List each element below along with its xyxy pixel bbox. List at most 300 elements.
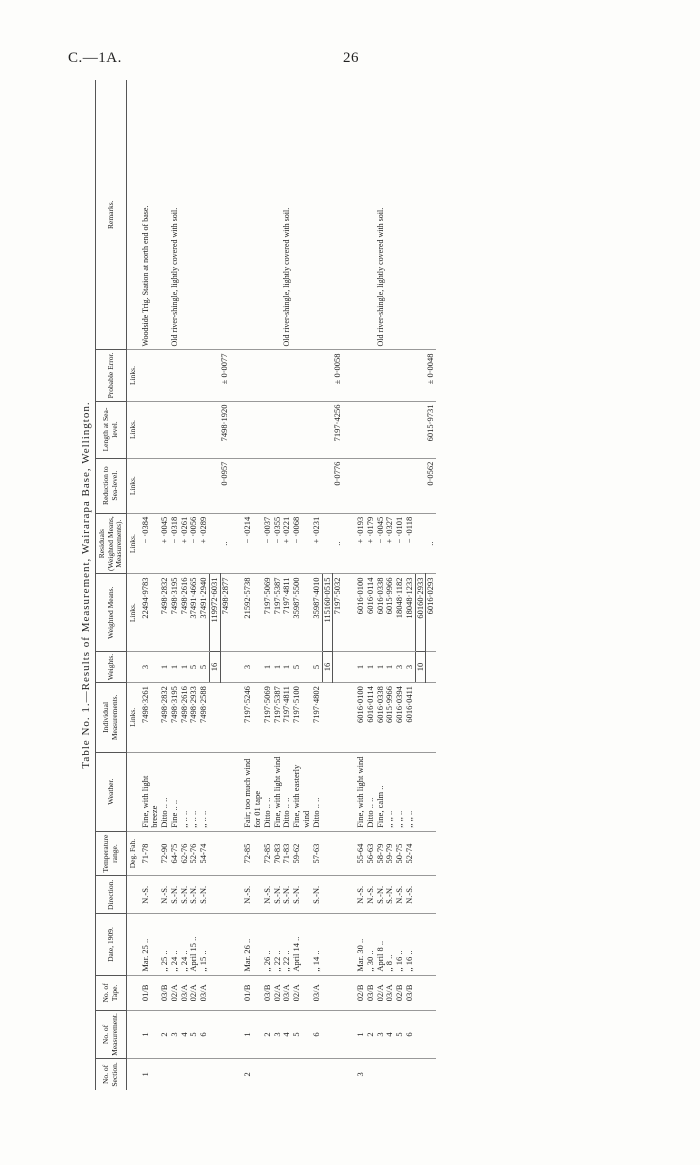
residual-cell: + ·0327 bbox=[385, 513, 395, 574]
tape-number: 02/A bbox=[273, 975, 283, 1011]
reduction-cell bbox=[312, 458, 322, 513]
individual-measurement: 7498·2933 bbox=[189, 683, 199, 752]
table-row bbox=[199, 80, 209, 1090]
length-cell bbox=[240, 401, 263, 458]
table-cell bbox=[333, 876, 343, 914]
weather-cell: Fine, with easterly wind bbox=[292, 752, 312, 831]
weight-cell: 1 bbox=[263, 651, 273, 682]
column-header: Weighted Means. bbox=[96, 574, 127, 651]
column-header: No. of Measurement. bbox=[96, 1011, 127, 1059]
reduction-cell bbox=[405, 458, 415, 513]
probable-error-cell bbox=[138, 350, 161, 401]
individual-measurement: 7197·4802 bbox=[312, 683, 322, 752]
measurement-number: 5 bbox=[189, 1011, 199, 1059]
table-cell bbox=[322, 752, 333, 831]
table-cell bbox=[333, 975, 343, 1011]
measurement-number: 3 bbox=[273, 1011, 283, 1059]
reduction-to-sea-level: 0·0776 bbox=[333, 458, 343, 513]
residual-cell: − ·0056 bbox=[189, 513, 199, 574]
reduction-to-sea-level: 0·0957 bbox=[220, 458, 230, 513]
date-cell: ,, 22 .. bbox=[282, 914, 292, 975]
unit-label bbox=[126, 876, 137, 914]
direction-cell: S.-N. bbox=[312, 876, 322, 914]
measurement-number: 2 bbox=[160, 1011, 170, 1059]
column-header: Reduction to Sea-level. bbox=[96, 458, 127, 513]
table-cell bbox=[343, 975, 353, 1011]
mean-residual: .. bbox=[220, 513, 230, 574]
weather-cell: ,, ,, .. bbox=[395, 752, 405, 831]
length-cell bbox=[312, 401, 322, 458]
column-header: Length at Sea-level. bbox=[96, 401, 127, 458]
individual-measurement: 7197·5100 bbox=[292, 683, 312, 752]
probable-error-cell bbox=[189, 350, 199, 401]
table-cell bbox=[343, 651, 353, 682]
length-at-sea-level: 7498·1920 bbox=[220, 401, 230, 458]
weather-cell: ,, ,, .. bbox=[405, 752, 415, 831]
probable-error-cell bbox=[282, 350, 292, 401]
table-cell bbox=[343, 80, 353, 350]
measurement-number: 4 bbox=[282, 1011, 292, 1059]
weighted-mean: 6016·0338 bbox=[376, 574, 386, 651]
table-cell bbox=[322, 1058, 333, 1090]
table-cell bbox=[230, 651, 240, 682]
unit-label bbox=[126, 1058, 137, 1090]
section-mean: 7197·5032 bbox=[333, 574, 343, 651]
measurement-number: 6 bbox=[199, 1011, 209, 1059]
table-cell bbox=[209, 831, 220, 875]
individual-measurement: 6016·0411 bbox=[405, 683, 415, 752]
unit-label: Links. bbox=[126, 350, 137, 401]
weather-cell: ,, .. .. bbox=[180, 752, 190, 831]
residual-cell: − ·0355 bbox=[273, 513, 283, 574]
individual-measurement: 7197·5387 bbox=[273, 683, 283, 752]
reduction-cell bbox=[180, 458, 190, 513]
probable-error-cell bbox=[273, 350, 283, 401]
reduction-cell bbox=[395, 458, 405, 513]
section-number: 2 bbox=[242, 1072, 253, 1077]
weighted-mean: 35987·5500 bbox=[292, 574, 312, 651]
section-number: 1 bbox=[139, 1072, 150, 1077]
unit-label: Links. bbox=[126, 683, 137, 752]
weighted-mean: 18048·1233 bbox=[405, 574, 415, 651]
section-gap bbox=[343, 80, 353, 1090]
table-cell bbox=[209, 80, 220, 350]
direction-cell: N.-S. bbox=[405, 876, 415, 914]
table-cell bbox=[220, 683, 230, 752]
table-cell bbox=[220, 752, 230, 831]
weighted-mean: 7498·2616 bbox=[180, 574, 190, 651]
unit-label bbox=[126, 752, 137, 831]
section-number bbox=[199, 1058, 209, 1090]
unit-label bbox=[126, 651, 137, 682]
measurement-number: 4 bbox=[385, 1011, 395, 1059]
weight-cell: 1 bbox=[180, 651, 190, 682]
tape-number: 03/A bbox=[180, 975, 190, 1011]
table-row bbox=[138, 80, 161, 1090]
date-cell: ,, 16 .. bbox=[395, 914, 405, 975]
weighted-mean: 18048·1182 bbox=[395, 574, 405, 651]
table-cell bbox=[220, 975, 230, 1011]
total-weighted-mean: 115160·0515 bbox=[322, 574, 333, 651]
mean-residual: .. bbox=[426, 513, 436, 574]
table-cell bbox=[343, 914, 353, 975]
table-title: Table No. 1.—Results of Measurement, Wairarapa Base, Wellington. bbox=[80, 401, 92, 769]
date-cell: ,, 16 .. bbox=[405, 914, 415, 975]
tape-number: 03/A bbox=[385, 975, 395, 1011]
section-total-row bbox=[209, 80, 220, 1090]
total-weight: 16 bbox=[209, 651, 220, 682]
table-cell bbox=[426, 1058, 436, 1090]
table-cell bbox=[343, 574, 353, 651]
reduction-cell bbox=[199, 458, 209, 513]
date-cell: April 15 .. bbox=[189, 914, 199, 975]
weight-cell: 3 bbox=[395, 651, 405, 682]
residual-cell: − ·0118 bbox=[405, 513, 415, 574]
remarks-cell: Woodside Trig. Station at north end of base. bbox=[138, 80, 161, 350]
direction-cell: S.-N. bbox=[180, 876, 190, 914]
mean-residual: .. bbox=[333, 513, 343, 574]
direction-cell: N.-S. bbox=[366, 876, 376, 914]
table-cell bbox=[426, 876, 436, 914]
measurement-number: 6 bbox=[312, 1011, 322, 1059]
unit-label bbox=[126, 914, 137, 975]
length-cell bbox=[385, 401, 395, 458]
table-row bbox=[292, 80, 312, 1090]
weight-cell: 5 bbox=[292, 651, 312, 682]
column-header: Individual Measurements. bbox=[96, 683, 127, 752]
table-cell bbox=[333, 1011, 343, 1059]
weight-cell: 1 bbox=[376, 651, 386, 682]
unit-label: Links. bbox=[126, 513, 137, 574]
length-cell bbox=[282, 401, 292, 458]
section-number bbox=[170, 1058, 180, 1090]
table-cell bbox=[322, 876, 333, 914]
date-cell: ,, 30 .. bbox=[366, 914, 376, 975]
rotated-table-region bbox=[80, 80, 620, 1090]
tape-number: 03/B bbox=[160, 975, 170, 1011]
unit-label bbox=[126, 1011, 137, 1059]
measurement-number: 2 bbox=[263, 1011, 273, 1059]
weight-cell: 1 bbox=[385, 651, 395, 682]
tape-number: 01/B bbox=[240, 975, 263, 1011]
column-header: Weather. bbox=[96, 752, 127, 831]
remarks-cell bbox=[263, 80, 273, 350]
weighted-mean: 35987·4010 bbox=[312, 574, 322, 651]
table-cell bbox=[415, 914, 426, 975]
remarks-cell bbox=[160, 80, 170, 350]
table-cell bbox=[220, 1058, 230, 1090]
individual-measurement: 7498·3261 bbox=[138, 683, 161, 752]
tape-number: 03/A bbox=[199, 975, 209, 1011]
remarks-cell: Old river-shingle, lightly covered with soil. bbox=[170, 80, 180, 350]
table-cell bbox=[220, 80, 230, 350]
probable-error-cell bbox=[180, 350, 190, 401]
individual-measurement: 7498·2588 bbox=[199, 683, 209, 752]
section-number bbox=[376, 1058, 386, 1090]
length-cell bbox=[376, 401, 386, 458]
section-mean-row bbox=[220, 80, 230, 1090]
table-cell bbox=[322, 683, 333, 752]
table-cell bbox=[333, 683, 343, 752]
probable-error-cell bbox=[376, 350, 386, 401]
probable-error-cell bbox=[312, 350, 322, 401]
probable-error: ± 0·0048 bbox=[426, 350, 436, 401]
section-mean: 6016·0293 bbox=[426, 574, 436, 651]
table-cell bbox=[415, 876, 426, 914]
table-cell bbox=[209, 683, 220, 752]
section-number bbox=[180, 1058, 190, 1090]
section-number bbox=[312, 1058, 322, 1090]
table-cell bbox=[343, 1058, 353, 1090]
remarks-cell bbox=[405, 80, 415, 350]
residual-cell: + ·0045 bbox=[160, 513, 170, 574]
probable-error-cell bbox=[405, 350, 415, 401]
direction-cell: S.-N. bbox=[273, 876, 283, 914]
weather-cell: Ditto .. .. bbox=[160, 752, 170, 831]
column-header: No. of Section. bbox=[96, 1058, 127, 1090]
reduction-cell bbox=[376, 458, 386, 513]
probable-error-cell bbox=[199, 350, 209, 401]
length-cell bbox=[353, 401, 366, 458]
table-cell bbox=[426, 683, 436, 752]
probable-error: ± 0·0077 bbox=[220, 350, 230, 401]
remarks-cell bbox=[353, 80, 366, 350]
temperature-cell: 56-63 bbox=[366, 831, 376, 875]
probable-error-cell bbox=[240, 350, 263, 401]
weight-cell: 5 bbox=[189, 651, 199, 682]
date-cell: ,, 22 .. bbox=[273, 914, 283, 975]
section-mean-row bbox=[333, 80, 343, 1090]
table-cell bbox=[343, 752, 353, 831]
weather-cell: Fair; too much wind for 01 tape bbox=[240, 752, 263, 831]
table-body bbox=[126, 80, 436, 1090]
probable-error-cell bbox=[170, 350, 180, 401]
reduction-cell bbox=[240, 458, 263, 513]
table-cell bbox=[209, 876, 220, 914]
weighted-mean: 6015·9966 bbox=[385, 574, 395, 651]
temperature-cell: 72-85 bbox=[263, 831, 273, 875]
residual-cell: + ·0193 bbox=[353, 513, 366, 574]
weighted-mean: 7197·5387 bbox=[273, 574, 283, 651]
tape-number: 02/B bbox=[353, 975, 366, 1011]
table-cell bbox=[343, 401, 353, 458]
unit-label: Deg. Fah. bbox=[126, 831, 137, 875]
tape-number: 02/B bbox=[395, 975, 405, 1011]
section-number bbox=[263, 1058, 273, 1090]
table-cell bbox=[343, 1011, 353, 1059]
residual-cell: − ·0068 bbox=[292, 513, 312, 574]
section-total-row bbox=[322, 80, 333, 1090]
weather-cell: Ditto .. .. bbox=[263, 752, 273, 831]
residual-cell: − ·0045 bbox=[376, 513, 386, 574]
remarks-cell bbox=[180, 80, 190, 350]
individual-measurement: 6016·0114 bbox=[366, 683, 376, 752]
total-weight: 10 bbox=[415, 651, 426, 682]
length-cell bbox=[273, 401, 283, 458]
tape-number: 02/A bbox=[292, 975, 312, 1011]
weighted-mean: 7498·3195 bbox=[170, 574, 180, 651]
remarks-cell bbox=[292, 80, 312, 350]
weather-cell: ,, ,, .. bbox=[385, 752, 395, 831]
measurement-number: 3 bbox=[170, 1011, 180, 1059]
direction-cell: N.-S. bbox=[138, 876, 161, 914]
reduction-cell bbox=[366, 458, 376, 513]
date-cell: ,, 25 .. bbox=[160, 914, 170, 975]
weather-cell: Ditto .. .. bbox=[282, 752, 292, 831]
weighted-mean: 37491·2940 bbox=[199, 574, 209, 651]
table-cell bbox=[333, 752, 343, 831]
results-table bbox=[95, 80, 436, 1090]
reduction-cell bbox=[273, 458, 283, 513]
measurement-number: 1 bbox=[240, 1011, 263, 1059]
table-row bbox=[240, 80, 263, 1090]
probable-error: ± 0·0058 bbox=[333, 350, 343, 401]
table-cell bbox=[426, 651, 436, 682]
weather-cell: ,, .. .. bbox=[199, 752, 209, 831]
table-cell bbox=[343, 683, 353, 752]
remarks-cell bbox=[273, 80, 283, 350]
weighted-mean: 6016·0114 bbox=[366, 574, 376, 651]
table-cell bbox=[343, 458, 353, 513]
reduction-cell bbox=[263, 458, 273, 513]
date-cell: Mar. 25 .. bbox=[138, 914, 161, 975]
length-cell bbox=[405, 401, 415, 458]
length-cell bbox=[180, 401, 190, 458]
table-cell bbox=[426, 914, 436, 975]
weather-cell: Fine, with light breeze bbox=[138, 752, 161, 831]
weighted-mean: 37491·4665 bbox=[189, 574, 199, 651]
reduction-cell bbox=[170, 458, 180, 513]
residual-cell: + ·0221 bbox=[282, 513, 292, 574]
remarks-cell bbox=[240, 80, 263, 350]
weather-cell: Fine, with light wind bbox=[353, 752, 366, 831]
date-cell: ,, 24 .. bbox=[170, 914, 180, 975]
units-row bbox=[126, 80, 137, 1090]
section-number bbox=[385, 1058, 395, 1090]
remarks-cell bbox=[385, 80, 395, 350]
tape-number: 03/B bbox=[405, 975, 415, 1011]
table-cell bbox=[230, 1058, 240, 1090]
direction-cell: S.-N. bbox=[170, 876, 180, 914]
table-cell bbox=[322, 914, 333, 975]
table-cell bbox=[220, 651, 230, 682]
table-cell bbox=[230, 876, 240, 914]
length-cell bbox=[395, 401, 405, 458]
table-cell bbox=[230, 683, 240, 752]
table-cell bbox=[322, 975, 333, 1011]
temperature-cell: 57-63 bbox=[312, 831, 322, 875]
measurement-number: 2 bbox=[366, 1011, 376, 1059]
section-number bbox=[405, 1058, 415, 1090]
probable-error-cell bbox=[366, 350, 376, 401]
residual-cell: − ·0384 bbox=[138, 513, 161, 574]
table-cell bbox=[426, 80, 436, 350]
weighted-mean: 22494·9783 bbox=[138, 574, 161, 651]
table-cell bbox=[209, 1011, 220, 1059]
table-cell bbox=[343, 831, 353, 875]
weight-cell: 1 bbox=[282, 651, 292, 682]
length-cell bbox=[292, 401, 312, 458]
table-cell bbox=[426, 1011, 436, 1059]
measurement-number: 1 bbox=[353, 1011, 366, 1059]
table-cell bbox=[343, 513, 353, 574]
length-cell bbox=[138, 401, 161, 458]
direction-cell: S.-N. bbox=[385, 876, 395, 914]
residual-cell: − ·0101 bbox=[395, 513, 405, 574]
table-cell bbox=[415, 1011, 426, 1059]
individual-measurement: 6016·0100 bbox=[353, 683, 366, 752]
table-cell bbox=[209, 975, 220, 1011]
table-cell bbox=[230, 752, 240, 831]
table-cell bbox=[230, 1011, 240, 1059]
probable-error-cell bbox=[263, 350, 273, 401]
weather-cell: Fine .. .. bbox=[170, 752, 180, 831]
remarks-cell bbox=[312, 80, 322, 350]
length-cell bbox=[263, 401, 273, 458]
temperature-cell: 71-78 bbox=[138, 831, 161, 875]
weight-cell: 5 bbox=[199, 651, 209, 682]
tape-number: 03/B bbox=[366, 975, 376, 1011]
reduction-cell bbox=[292, 458, 312, 513]
temperature-cell: 64-75 bbox=[170, 831, 180, 875]
reduction-cell bbox=[189, 458, 199, 513]
length-cell bbox=[160, 401, 170, 458]
table-cell bbox=[322, 831, 333, 875]
individual-measurement: 7498·3195 bbox=[170, 683, 180, 752]
remarks-cell: Old river-shingle, lightly covered with soil. bbox=[282, 80, 292, 350]
section-number bbox=[395, 1058, 405, 1090]
table-cell bbox=[333, 831, 343, 875]
reduction-cell bbox=[385, 458, 395, 513]
temperature-cell: 50-75 bbox=[395, 831, 405, 875]
individual-measurement: 7197·4811 bbox=[282, 683, 292, 752]
length-cell bbox=[199, 401, 209, 458]
probable-error-cell bbox=[353, 350, 366, 401]
table-cell bbox=[333, 1058, 343, 1090]
section-number bbox=[160, 1058, 170, 1090]
weather-cell: ,, .. .. bbox=[189, 752, 199, 831]
column-header: Date, 1909. bbox=[96, 914, 127, 975]
tape-number: 01/B bbox=[138, 975, 161, 1011]
section-mean-row bbox=[426, 80, 436, 1090]
direction-cell: S.-N. bbox=[189, 876, 199, 914]
direction-cell: S.-N. bbox=[199, 876, 209, 914]
reduction-cell bbox=[353, 458, 366, 513]
table-cell bbox=[230, 513, 240, 574]
table-cell bbox=[343, 350, 353, 401]
section-number bbox=[282, 1058, 292, 1090]
table-cell bbox=[230, 458, 240, 513]
unit-label bbox=[126, 80, 137, 350]
date-cell: Mar. 30 .. bbox=[353, 914, 366, 975]
probable-error-cell bbox=[395, 350, 405, 401]
page-number: 26 bbox=[343, 50, 359, 66]
direction-cell: S.-N. bbox=[292, 876, 312, 914]
total-weighted-mean: 60160·2933 bbox=[415, 574, 426, 651]
unit-label bbox=[126, 975, 137, 1011]
tape-number: 02/A bbox=[170, 975, 180, 1011]
column-header: No. of Tape. bbox=[96, 975, 127, 1011]
individual-measurement: 6016·0394 bbox=[395, 683, 405, 752]
table-cell bbox=[220, 831, 230, 875]
probable-error-cell bbox=[292, 350, 312, 401]
weight-cell: 1 bbox=[273, 651, 283, 682]
weight-cell: 3 bbox=[138, 651, 161, 682]
section-number bbox=[189, 1058, 199, 1090]
tape-number: 02/A bbox=[376, 975, 386, 1011]
table-cell bbox=[209, 1058, 220, 1090]
table-cell bbox=[220, 914, 230, 975]
